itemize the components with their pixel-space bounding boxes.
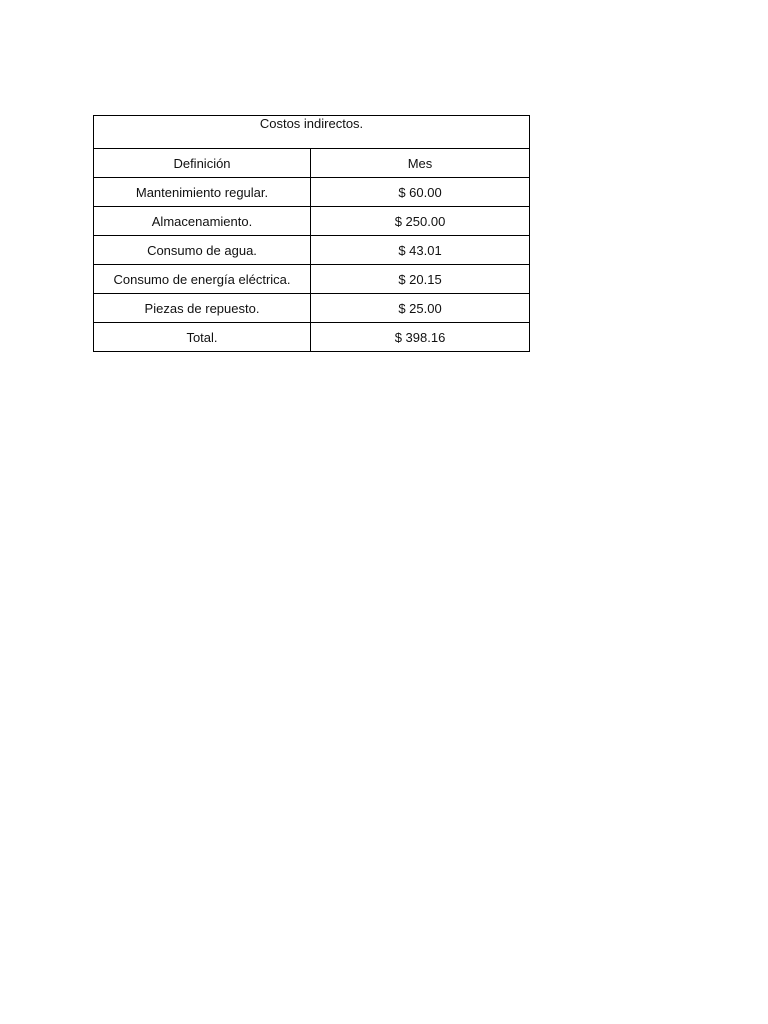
cell-month: $ 250.00	[311, 207, 530, 236]
table-row	[94, 236, 530, 265]
table-row	[94, 178, 530, 207]
table-row	[94, 265, 530, 294]
cell-month: $ 20.15	[311, 265, 530, 294]
cell-month: $ 25.00	[311, 294, 530, 323]
column-header-month: Mes	[311, 149, 530, 178]
cell-month: $ 60.00	[311, 178, 530, 207]
cell-total-label: Total.	[94, 323, 311, 352]
table-row	[94, 294, 530, 323]
cell-month: $ 43.01	[311, 236, 530, 265]
indirect-costs-table	[93, 115, 530, 352]
cell-definition: Consumo de agua.	[94, 236, 311, 265]
cell-definition: Consumo de energía eléctrica.	[94, 265, 311, 294]
cell-definition: Almacenamiento.	[94, 207, 311, 236]
table-row	[94, 207, 530, 236]
table-title: Costos indirectos.	[94, 116, 530, 149]
table-title-row	[94, 116, 530, 149]
table-header-row	[94, 149, 530, 178]
cell-definition: Mantenimiento regular.	[94, 178, 311, 207]
column-header-definition: Definición	[94, 149, 311, 178]
cell-total-value: $ 398.16	[311, 323, 530, 352]
cell-definition: Piezas de repuesto.	[94, 294, 311, 323]
table-total-row	[94, 323, 530, 352]
